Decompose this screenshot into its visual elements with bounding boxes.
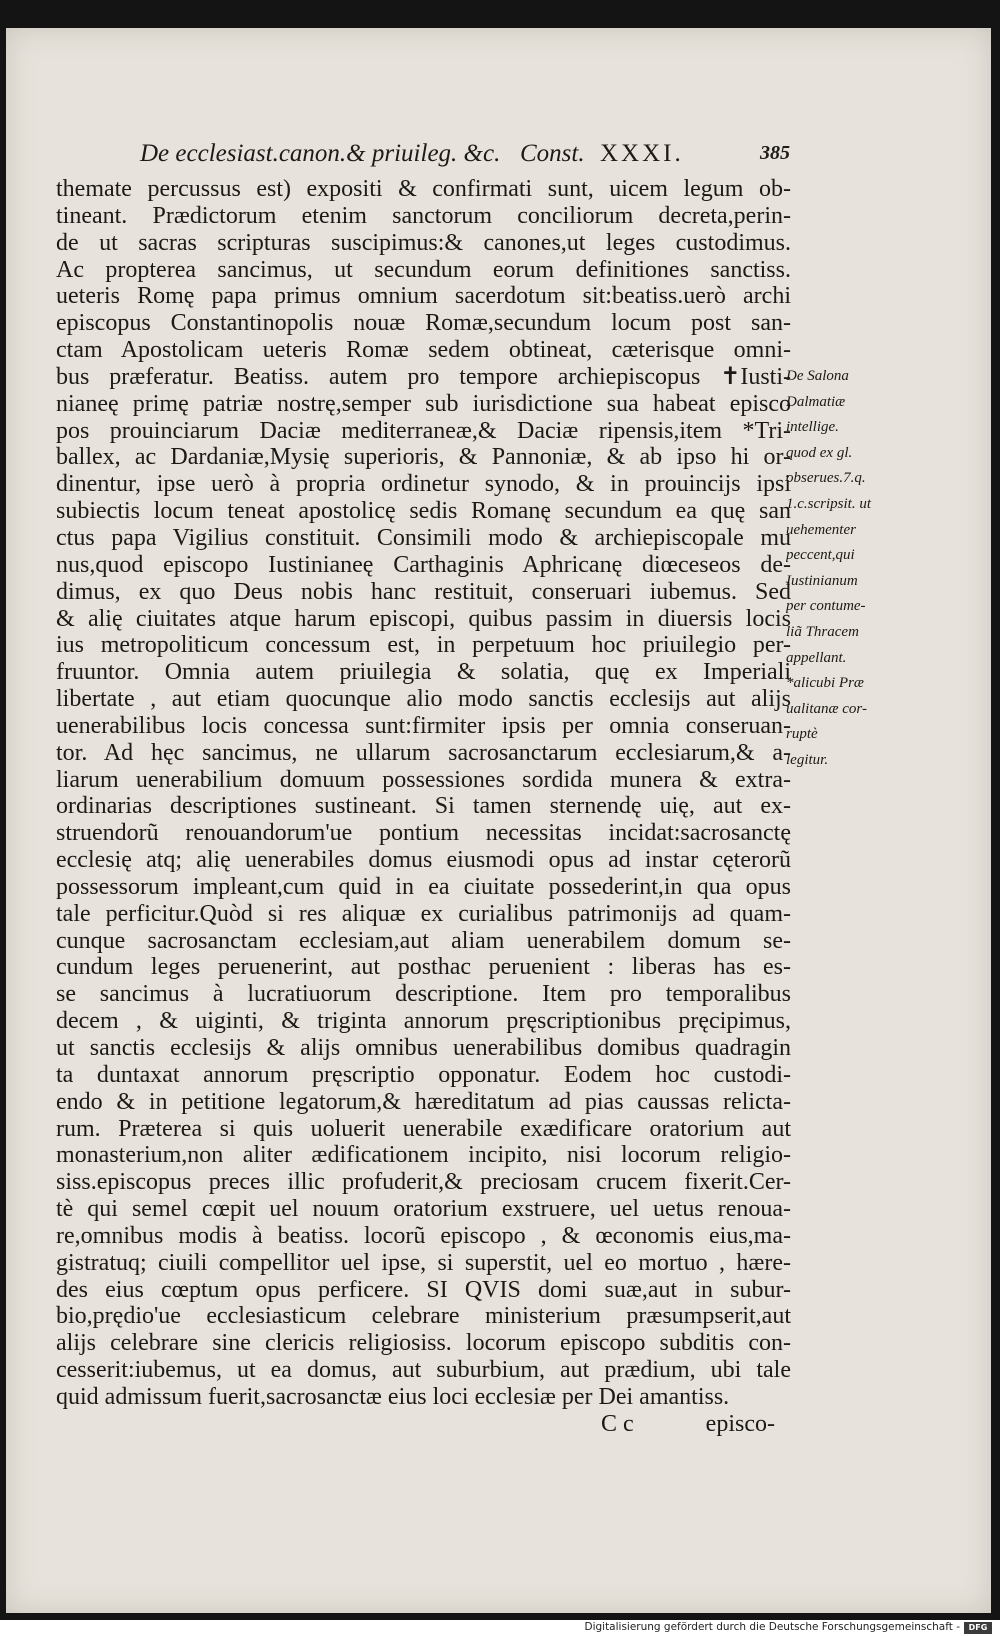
margin-note-line: quod ex gl. xyxy=(786,444,853,461)
page-number: 385 xyxy=(760,142,790,164)
text-line: monasterium,non aliter ædificationem incipito, nisi locorum religio- xyxy=(56,1142,791,1169)
text-line: ballex, ac Dardaniæ,Mysię superioris, & Pannoniæ, & ab ipso hi or- xyxy=(56,444,791,471)
text-line: ueteris Romę papa primus omnium sacerdotum sit:beatiss.uerò archi xyxy=(56,283,791,310)
text-line: tè qui semel cœpit uel nouum oratorium exstruere, uel uetus renoua- xyxy=(56,1196,791,1223)
running-head-number: XXXI. xyxy=(600,140,684,167)
text-line: ius metropoliticum concessum est, in perpetuum hoc priuilegio per- xyxy=(56,632,791,659)
signature-mark: C c xyxy=(601,1410,634,1437)
text-line: episcopus Constantinopolis nouæ Romæ,secundum locum post san- xyxy=(56,310,791,337)
footer-bar xyxy=(0,1620,1000,1636)
text-line: ctam Apostolicam ueteris Romæ sedem obtineat, cæterisque omni- xyxy=(56,337,791,364)
text-line: cesserit:iubemus, ut ea domus, aut suburbium, aut prædium, ubi tale xyxy=(56,1357,791,1384)
text-line: tor. Ad hęc sancimus, ne ullarum sacrosanctarum ecclesiarum,& a- xyxy=(56,739,791,766)
text-line: pos prouinciarum Daciæ mediterraneæ,& Daciæ ripensis,item *Tri- xyxy=(56,417,791,444)
text-line: cunque sacrosanctam ecclesiam,aut aliam uenerabilem domum se- xyxy=(56,927,791,954)
margin-note-line: peccent,qui xyxy=(786,547,855,564)
text-line: uenerabilibus locis concessa sunt:firmiter ipsis per omnia conseruan- xyxy=(56,712,791,739)
text-line: alijs celebrare sine clericis religiosiss. locorum episcopo subditis con- xyxy=(56,1330,791,1357)
text-line: quid admissum fuerit,sacrosanctæ eius loci ecclesiæ per Dei amantiss. xyxy=(56,1383,730,1410)
margin-note-line: 1.c.scripsit. ut xyxy=(786,495,871,512)
text-line: ecclesię atq; alię uenerabiles domus eiusmodi opus ad instar cęterorũ xyxy=(56,847,791,874)
text-line: siss.episcopus preces illic profuderit,& preciosam crucem fixerit.Cer- xyxy=(56,1169,791,1196)
text-line: possessorum impleant,cum quid in ea ciuitate possederint,in qua opus xyxy=(56,873,791,900)
text-line: dinentur, ipse uerò à propria ordinetur synodo, & in prouincijs ipsi xyxy=(56,471,791,498)
catchword-line xyxy=(56,1411,791,1438)
text-line: rum. Præterea si quis uoluerit uenerabile exædificare oratorium aut xyxy=(56,1115,791,1142)
running-head xyxy=(140,140,800,174)
text-line: subiectis locum teneat apostolicę sedis Romanę secundum ea quę san xyxy=(56,498,791,525)
text-line: ctus papa Vigilius constituit. Consimili modo & archiepiscopale mu xyxy=(56,524,791,551)
dfg-logo: DFG xyxy=(964,1622,992,1634)
margin-note-line: uehementer xyxy=(786,521,856,538)
text-line: fruuntor. Omnia autem priuilegia & solatia, quę ex Imperiali xyxy=(56,659,791,686)
text-line: nianeę primę patriæ nostrę,semper sub iurisdictione sua habeat episco xyxy=(56,390,791,417)
text-line: endo & in petitione legatorum,& hæreditatum ad pias caussas relicta- xyxy=(56,1088,791,1115)
text-line: ta duntaxat annorum pręscriptio opponatur. Eodem hoc custodi- xyxy=(56,1061,791,1088)
text-line: nus,quod episcopo Iustinianeę Carthaginis Aphricanę diœceseos de- xyxy=(56,551,791,578)
text-line: themate percussus est) expositi & confirmati sunt, uicem legum ob- xyxy=(56,176,791,202)
text-line: Ac propterea sancimus, ut secundum eorum definitiones sanctiss. xyxy=(56,256,791,283)
text-line: de ut sacras scripturas suscipimus:& canones,ut leges custodimus. xyxy=(56,229,791,256)
text-line: dimus, ex quo Deus nobis hanc restituit, conseruari iubemus. Sed xyxy=(56,578,791,605)
catchword: episco- xyxy=(705,1410,775,1437)
running-head-constitution: Const. xyxy=(520,140,585,167)
text-line: decem , & uiginti, & triginta annorum pręscriptionibus pręcipimus, xyxy=(56,1008,791,1035)
text-line: tineant. Prædictorum etenim sanctorum conciliorum decreta,perin- xyxy=(56,202,791,229)
text-line: struendorũ renouandorum'ue pontium necessitas incidat:sacrosanctę xyxy=(56,820,791,847)
margin-note-line: appellant. xyxy=(786,649,847,666)
text-line: bus præferatur. Beatiss. autem pro tempore archiepiscopus ✝Iusti- xyxy=(56,363,791,390)
text-line: ordinarias descriptiones sustineant. Si tamen sternendę uię, aut ex- xyxy=(56,793,791,820)
text-line: des eius cœptum opus perficere. SI QVIS domi suæ,aut in subur- xyxy=(56,1276,791,1303)
margin-note-line: De Salona xyxy=(786,368,849,384)
text-line: liarum uenerabilium domuum possessiones sordida munera & extra- xyxy=(56,766,791,793)
text-line: re,omnibus modis à beatiss. locorũ episcopo , & œconomis eius,ma- xyxy=(56,1222,791,1249)
margin-note-line: intellige. xyxy=(786,419,839,436)
text-line: bio,prędio'ue ecclesiasticum celebrare ministerium præsumpserit,aut xyxy=(56,1303,791,1330)
running-head-title: De ecclesiast.canon.& priuileg. &c. xyxy=(140,140,501,167)
text-line: cundum leges peruenerint, aut posthac peruenient : liberas has es- xyxy=(56,954,791,981)
text-line: & alię ciuitates atque harum episcopi, quibus passim in diuersis locis xyxy=(56,605,791,632)
margin-note-line: Dalmatiæ xyxy=(786,393,846,410)
margin-note-line: *alicubi Præ xyxy=(786,675,864,692)
text-line: gistratuq; ciuili compellitor uel ipse, si superstit, uel eo mortuo , hære- xyxy=(56,1249,791,1276)
margin-note-line: ualitanæ cor- xyxy=(786,700,867,717)
margin-note-line: Iustinianum xyxy=(786,572,858,589)
margin-note-line: ruptè xyxy=(786,726,818,743)
margin-note-line: per contume- xyxy=(786,598,866,615)
text-line: tale perficitur.Quòd si res aliquæ ex curialibus patrimonijs ad quam- xyxy=(56,900,791,927)
margin-notes xyxy=(786,364,891,774)
text-line: libertate , aut etiam quocunque alio modo sanctis ecclesijs aut alijs xyxy=(56,686,791,713)
funding-credit: Digitalisierung gefördert durch die Deutsche Forschungsgemeinschaft - xyxy=(584,1621,960,1633)
text-line: se sancimus à lucratiuorum descriptione. Item pro temporalibus xyxy=(56,981,791,1008)
body-text xyxy=(56,176,791,1438)
margin-note-line: liã Thracem xyxy=(786,623,859,640)
margin-note-line: obserues.7.q. xyxy=(786,470,866,487)
text-line: ut sanctis ecclesijs & alijs omnibus uenerabilibus domibus quadragin xyxy=(56,1035,791,1061)
margin-note-line: legitur. xyxy=(786,751,829,768)
